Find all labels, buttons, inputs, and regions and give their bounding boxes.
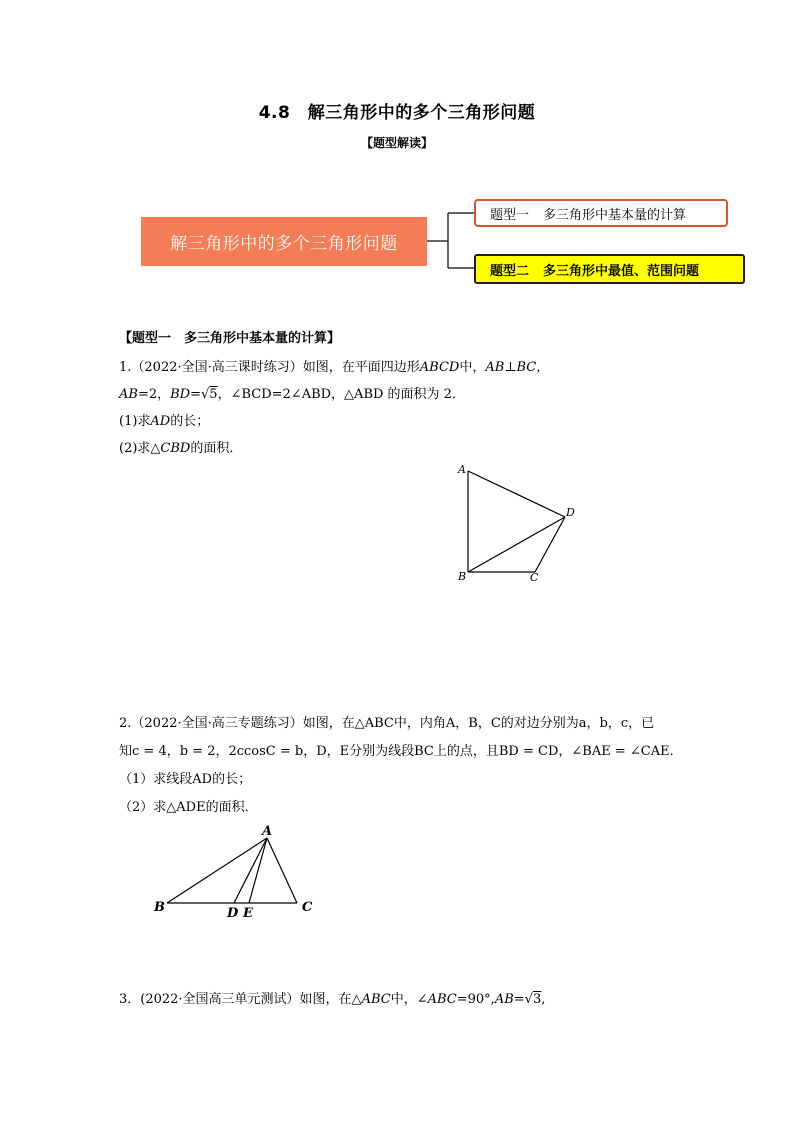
type2-text: 多三角形中最值、范围问题 [543, 263, 700, 279]
q1-mid: 中， [459, 360, 486, 375]
q3-mid: 中，∠ [390, 992, 428, 1007]
page-subtitle: 【题型解读】 [360, 136, 433, 150]
q1-part1-var: AD [150, 414, 171, 429]
q3-ab: AB [494, 992, 514, 1007]
q1-cond-b-val: 5 [209, 387, 218, 402]
q3-tri: ABC [361, 992, 391, 1007]
type1-text: 多三角形中基本量的计算 [543, 207, 687, 223]
q1-part1-post: 的长； [170, 414, 210, 429]
q1-cond-a-val: =2， [137, 387, 171, 402]
vertex-a: A [262, 824, 273, 839]
q1-part1 [119, 410, 209, 429]
q3-ang-val: =90°, [456, 992, 495, 1007]
q1-cond-c: ，∠BCD=2∠ABD，△ABD 的面积为 2． [217, 387, 465, 402]
q2-line2: 知c = 4，b = 2，2ccosC = b，D，E分别为线段BC上的点，且BD = CD，∠BAE = ∠CAE． [119, 744, 683, 759]
edge-ad [468, 471, 565, 517]
q2-line1: 2.（2022·全国·高三专题练习）如图，在△ABC中，内角A，B，C的对边分别为a，b，c，已 [119, 716, 655, 731]
q2-figure [145, 818, 330, 923]
q1-line2 [119, 383, 465, 402]
vertex-b: B [458, 570, 467, 583]
q1-part1-pre: (1)求 [119, 414, 151, 429]
q1-part2 [119, 437, 242, 456]
edge-ad [234, 838, 267, 903]
q3-lead: 3．(2022·全国高三单元测试）如图，在△ [119, 992, 362, 1007]
q1-cond-b: BD [170, 387, 191, 402]
edge-ac [267, 838, 297, 903]
mindmap-type2-box [474, 254, 745, 284]
vertex-c: C [302, 900, 313, 915]
type2-label: 题型二 [490, 263, 530, 279]
page-title: 4.8 解三角形中的多个三角形问题 [258, 103, 536, 123]
q1-quad: ABCD [419, 360, 460, 375]
q3-line1 [119, 988, 545, 1007]
q1-cond-a: AB [119, 387, 138, 402]
mindmap-type1-box [474, 199, 728, 227]
q2-part1: （1）求线段AD的长； [119, 772, 252, 787]
q1-part2-post: 的面积． [190, 441, 243, 456]
q1-figure [440, 455, 590, 590]
mindmap-main-box: 解三角形中的多个三角形问题 [141, 217, 427, 266]
q3-ab-eq: =√ [513, 992, 533, 1007]
type1-label: 题型一 [490, 207, 530, 223]
q1-line1 [119, 356, 549, 375]
vertex-e: E [243, 906, 253, 921]
q3-ab-val: 3 [532, 992, 542, 1007]
vertex-b: B [154, 900, 165, 915]
section1-heading: 【题型一 多三角形中基本量的计算】 [119, 331, 341, 346]
q2-part2: （2）求△ADE的面积． [119, 800, 258, 815]
vertex-a: A [458, 463, 466, 476]
q3-tail: , [541, 992, 546, 1007]
q3-ang: ABC [427, 992, 457, 1007]
vertex-c: C [530, 571, 539, 584]
q1-cond-b-eq: =√ [190, 387, 210, 402]
vertex-d: D [566, 506, 575, 519]
vertex-d: D [227, 906, 239, 921]
q1-part2-var: CBD [160, 441, 191, 456]
q1-part2-pre: (2)求△ [119, 441, 161, 456]
q1-lead: 1.（2022·全国·高三课时练习）如图，在平面四边形 [119, 360, 420, 375]
q1-perp: AB⊥BC， [485, 360, 550, 375]
